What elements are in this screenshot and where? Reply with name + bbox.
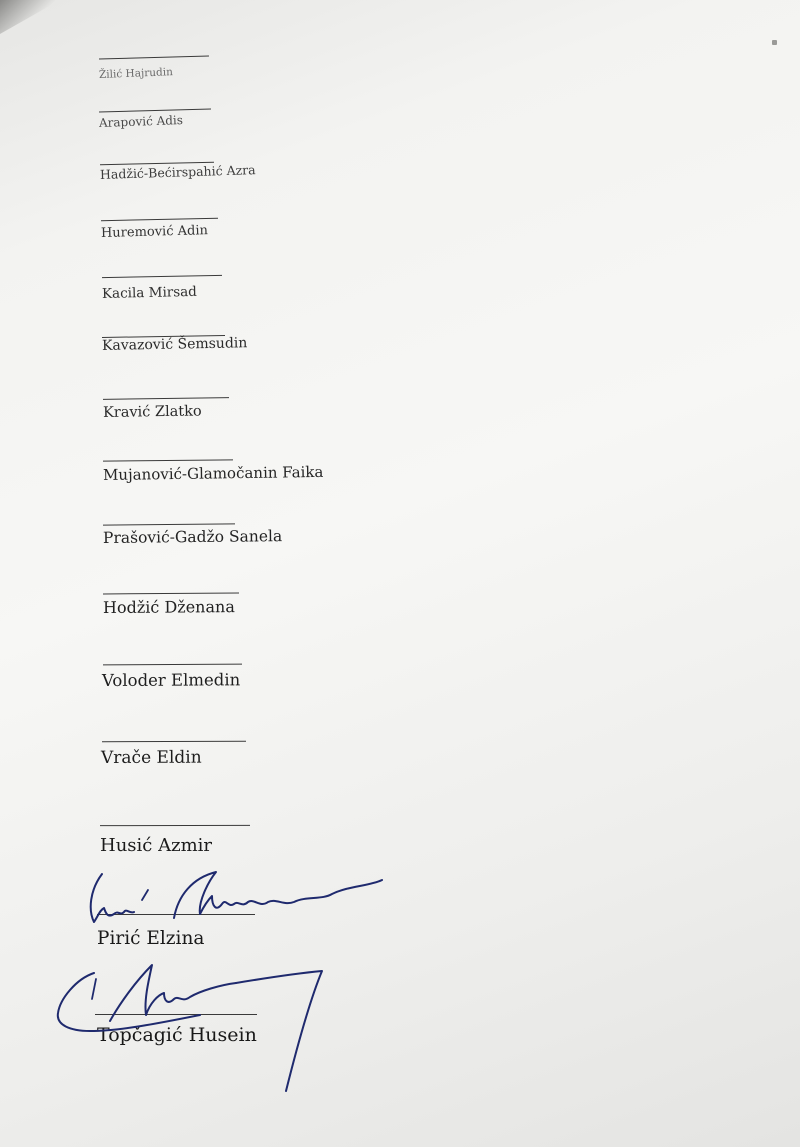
signatory-name: Hodžić Dženana [102,597,235,617]
signatory-name: Huremović Adin [100,223,209,241]
signatory-name: Voloder Elmedin [101,670,241,690]
signatory-name: Prašović-Gadžo Sanela [102,527,283,547]
signatory-name: Pirić Elzina [97,928,205,949]
signatory-name: Hadžić-Bećirspahić Azra [99,162,256,182]
signature-line [102,741,246,743]
handwritten-signature-topčagić [50,955,340,1095]
signatory-name: Arapović Adis [98,113,184,130]
signatory-name: Žilić Hajrudin [98,66,174,81]
signatory-name: Kavazović Šemsudin [101,335,248,354]
signature-line [103,593,239,595]
signature-line [103,397,229,400]
page-mark [772,40,777,45]
handwritten-signature-pirić [70,860,390,935]
signatory-name: Husić Azmir [100,835,212,856]
signatory-name: Vrače Eldin [100,747,202,768]
signature-line [102,275,222,278]
signatory-name: Kacila Mirsad [101,283,198,302]
signature-line [103,523,235,525]
signatory-name: Mujanović-Glamočanin Faika [102,462,324,484]
page-fold-corner [0,0,60,34]
signature-line [101,218,218,221]
signature-line [103,664,242,666]
signature-line [99,55,209,59]
signature-line [100,825,250,826]
signature-line [99,109,211,113]
signature-line [103,459,233,461]
signatory-name: Topčagić Husein [97,1024,257,1046]
signatory-name: Kravić Zlatko [102,403,202,421]
